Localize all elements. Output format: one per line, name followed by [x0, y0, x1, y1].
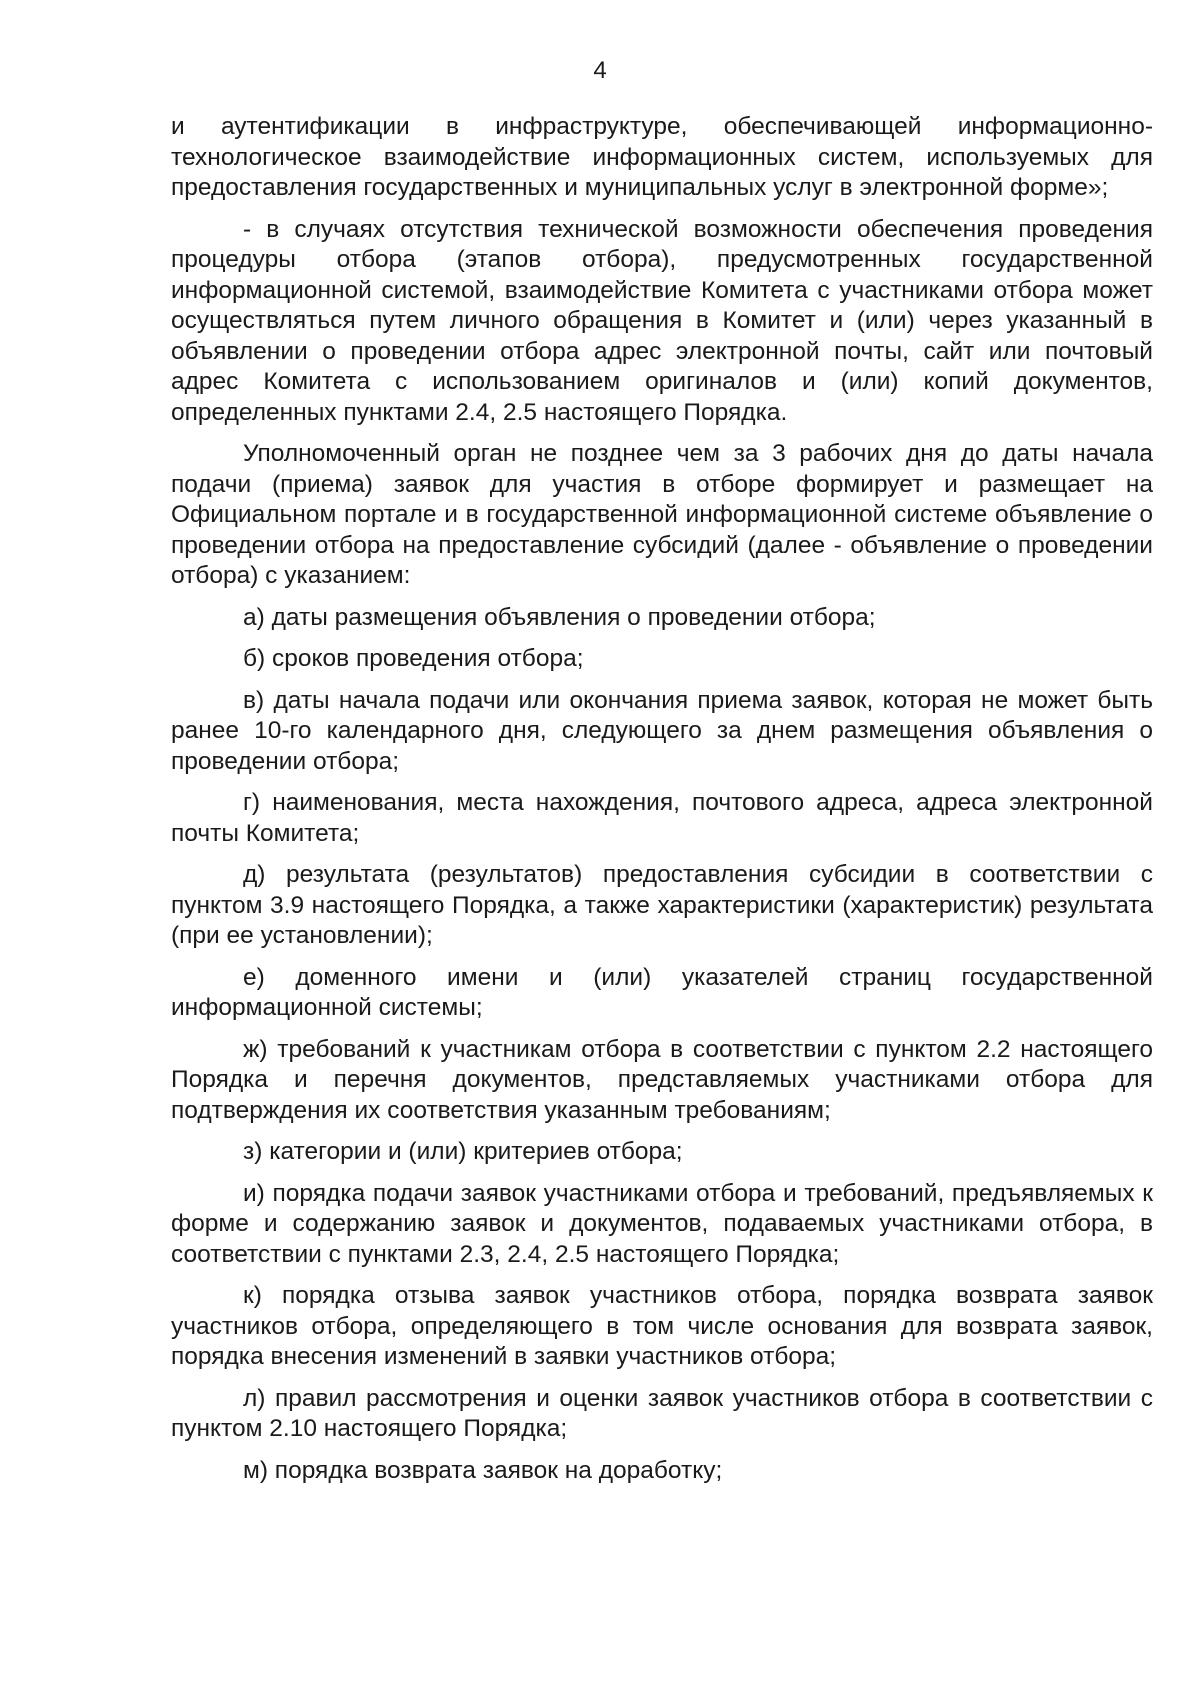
list-item-a: а) даты размещения объявления о проведении отбора; [243, 603, 876, 631]
page-number: 4 [593, 57, 607, 84]
list-item-m: м) порядка возврата заявок на доработку; [243, 1456, 723, 1484]
document-body [171, 112, 1153, 1497]
list-item-l: л) правил рассмотрения и оценки заявок участников отбора в соответствии с пунктом 2.10 настоящего Порядка; [171, 1384, 1153, 1442]
list-item-z: з) категории и (или) критериев отбора; [243, 1138, 683, 1165]
list-item-d: д) результата (результатов) предоставления субсидии в соответствии с пунктом 3.9 настоящего Порядка, а также характеристики (характеристик) результата (при ее установлении); [171, 861, 1153, 949]
paragraph-technical-impossibility: - в случаях отсутствия технической возможности обеспечения проведения процедуры отбора (этапов отбора), предусмотренных государственной информационной системой, взаимодействие Комитета с участниками отбора может осуществляться путем личного обращения в Комитет и (или) через указанный в объявлении о проведении отбора адрес электронной почты, сайт или почтовый адрес Комитета с использованием оригиналов и (или) копий документов, определенных пунктами 2.4, 2.5 настоящего Порядка. [171, 215, 1153, 426]
list-item-v: в) даты начала подачи или окончания приема заявок, которая не может быть ранее 10-го календарного дня, следующего за днем размещения объявления о проведении отбора; [171, 686, 1153, 775]
paragraph-continuation: и аутентификации в инфраструктуре, обеспечивающей информационно-технологическое взаимодействие информационных систем, используемых для предоставления государственных и муниципальных услуг в электронной форме»; [171, 113, 1153, 201]
list-item-g: г) наименования, места нахождения, почтового адреса, адреса электронной почты Комитета; [171, 789, 1153, 847]
paragraph-announcement: Уполномоченный орган не позднее чем за 3 рабочих дня до даты начала подачи (приема) заявок для участия в отборе формирует и размещает на Официальном портале и в государственной информационной системе объявление о проведении отбора на предоставление субсидий (далее - объявление о проведении отбора) с указанием: [171, 440, 1153, 589]
list-item-e: е) доменного имени и (или) указателей страниц государственной информационной системы; [171, 963, 1153, 1021]
list-item-b: б) сроков проведения отбора; [243, 645, 584, 672]
list-item-zh: ж) требований к участникам отбора в соответствии с пунктом 2.2 настоящего Порядка и перечня документов, представляемых участниками отбора для подтверждения их соответствия указанным требованиям; [171, 1035, 1153, 1124]
list-item-i: и) порядка подачи заявок участниками отбора и требований, предъявляемых к форме и содержанию заявок и документов, подаваемых участниками отбора, в соответствии с пунктами 2.3, 2.4, 2.5 настоящего Порядка; [171, 1179, 1153, 1268]
list-item-k: к) порядка отзыва заявок участников отбора, порядка возврата заявок участников отбора, определяющего в том числе основания для возврата заявок, порядка внесения изменений в заявки участников отбора; [171, 1282, 1153, 1370]
